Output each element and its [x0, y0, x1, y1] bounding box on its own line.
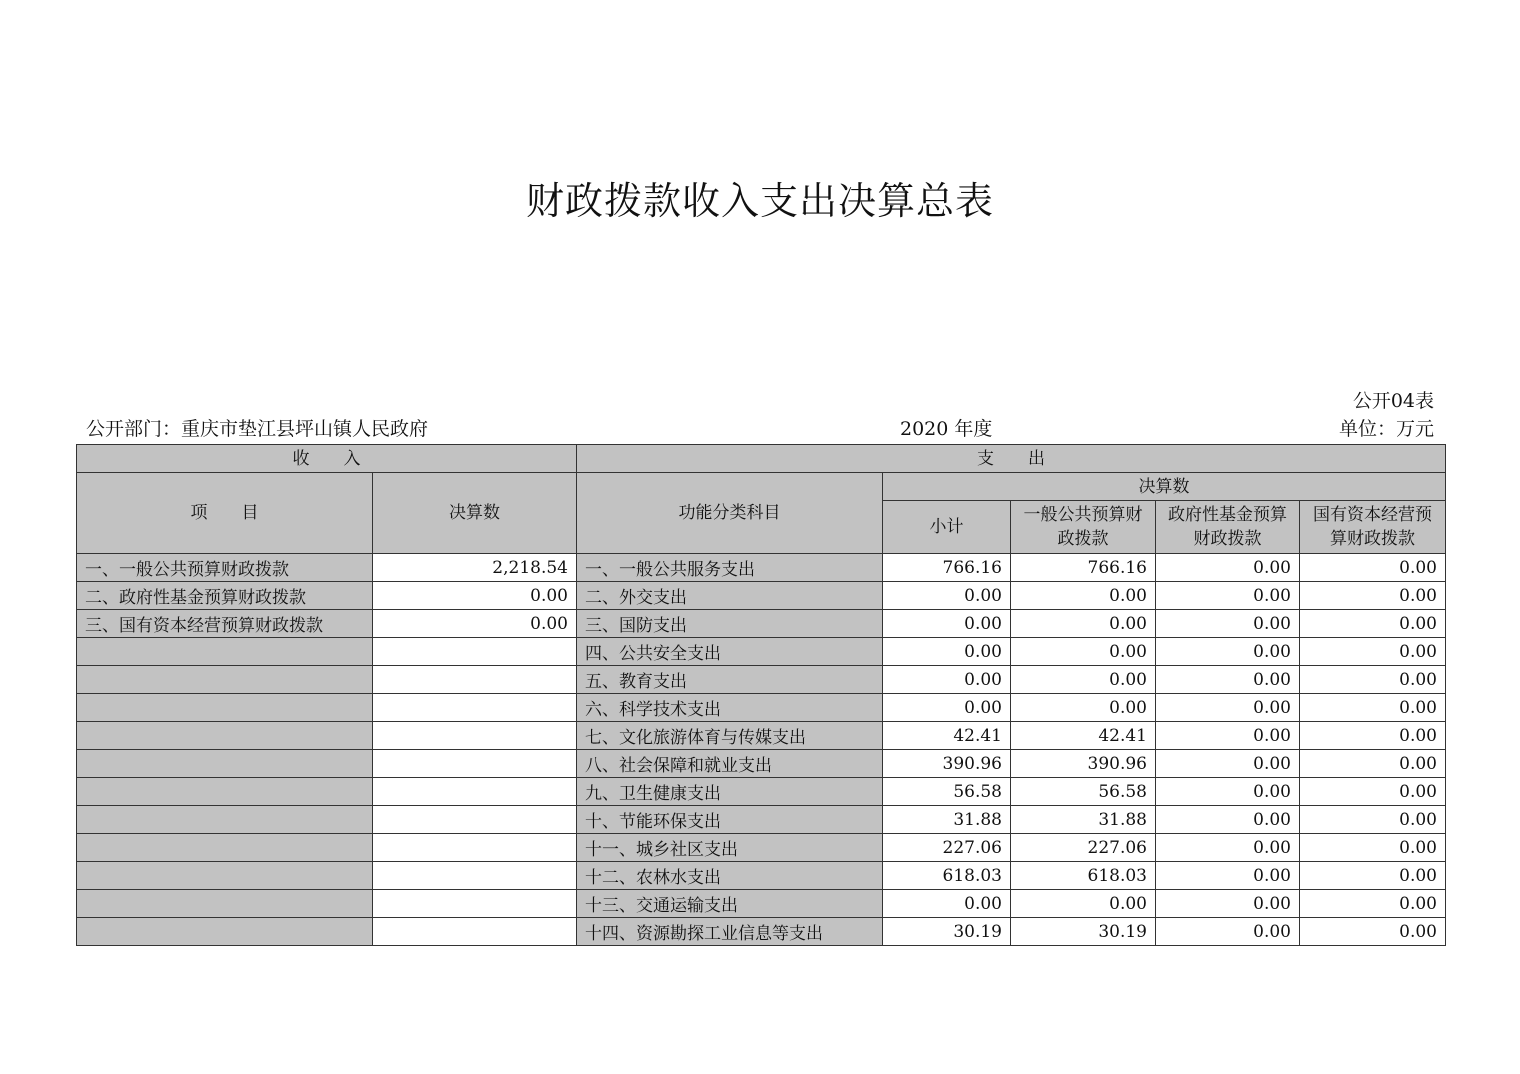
- income-item-cell: [77, 778, 373, 806]
- finance-table: [76, 444, 1446, 946]
- subtotal-cell: 0.00: [883, 582, 1011, 610]
- function-subject-cell: 十四、资源勘探工业信息等支出: [577, 918, 883, 946]
- general-budget-cell: 0.00: [1011, 890, 1156, 918]
- subtotal-cell: 0.00: [883, 694, 1011, 722]
- income-item-cell: [77, 750, 373, 778]
- table-number: 公开04表: [1352, 390, 1434, 412]
- table-row: [77, 862, 1446, 890]
- table-row: [77, 610, 1446, 638]
- table-row: [77, 582, 1446, 610]
- table-row: [77, 890, 1446, 918]
- table-row: [77, 666, 1446, 694]
- function-subject-cell: 十、节能环保支出: [577, 806, 883, 834]
- income-amount-cell: [373, 694, 577, 722]
- subtotal-cell: 0.00: [883, 890, 1011, 918]
- general-budget-cell: 618.03: [1011, 862, 1156, 890]
- gov-fund-cell: 0.00: [1156, 638, 1300, 666]
- state-capital-cell: 0.00: [1300, 918, 1446, 946]
- state-capital-cell: 0.00: [1300, 582, 1446, 610]
- income-item-cell: [77, 890, 373, 918]
- function-subject-cell: 二、外交支出: [577, 582, 883, 610]
- income-amount-cell: [373, 806, 577, 834]
- function-subject-cell: 十二、农林水支出: [577, 862, 883, 890]
- income-amount-cell: 0.00: [373, 582, 577, 610]
- function-subject-cell: 五、教育支出: [577, 666, 883, 694]
- state-capital-cell: 0.00: [1300, 694, 1446, 722]
- general-budget-cell: 42.41: [1011, 722, 1156, 750]
- income-amount-cell: [373, 890, 577, 918]
- income-item-cell: [77, 722, 373, 750]
- subtotal-cell: 618.03: [883, 862, 1011, 890]
- gov-fund-cell: 0.00: [1156, 554, 1300, 582]
- subtotal-cell: 390.96: [883, 750, 1011, 778]
- state-capital-cell: 0.00: [1300, 750, 1446, 778]
- gov-fund-cell: 0.00: [1156, 722, 1300, 750]
- income-amount-cell: [373, 778, 577, 806]
- general-budget-cell: 0.00: [1011, 582, 1156, 610]
- gov-fund-cell: 0.00: [1156, 694, 1300, 722]
- final-amount-header: 决算数: [883, 473, 1446, 501]
- function-subject-cell: 六、科学技术支出: [577, 694, 883, 722]
- table-row: [77, 750, 1446, 778]
- page-title: 财政拨款收入支出决算总表: [525, 179, 994, 223]
- function-subject-cell: 十一、城乡社区支出: [577, 834, 883, 862]
- gov-fund-cell: 0.00: [1156, 890, 1300, 918]
- income-amount-cell: [373, 918, 577, 946]
- income-amount-cell: [373, 666, 577, 694]
- income-item-cell: 一、一般公共预算财政拨款: [77, 554, 373, 582]
- general-budget-cell: 0.00: [1011, 638, 1156, 666]
- amount-header: 决算数: [373, 473, 577, 554]
- function-subject-cell: 九、卫生健康支出: [577, 778, 883, 806]
- department-label: 公开部门：重庆市垫江县坪山镇人民政府: [86, 418, 429, 440]
- state-capital-cell: 0.00: [1300, 722, 1446, 750]
- income-item-cell: [77, 694, 373, 722]
- general-budget-cell: 0.00: [1011, 610, 1156, 638]
- income-item-cell: [77, 806, 373, 834]
- income-amount-cell: [373, 862, 577, 890]
- function-subject-cell: 三、国防支出: [577, 610, 883, 638]
- subtotal-cell: 31.88: [883, 806, 1011, 834]
- gov-fund-header: 政府性基金预算财政拨款: [1156, 501, 1300, 554]
- state-capital-cell: 0.00: [1300, 834, 1446, 862]
- general-budget-cell: 56.58: [1011, 778, 1156, 806]
- gov-fund-cell: 0.00: [1156, 806, 1300, 834]
- function-subject-cell: 一、一般公共服务支出: [577, 554, 883, 582]
- table-row: [77, 554, 1446, 582]
- gov-fund-cell: 0.00: [1156, 778, 1300, 806]
- state-capital-cell: 0.00: [1300, 806, 1446, 834]
- general-budget-cell: 766.16: [1011, 554, 1156, 582]
- income-item-cell: [77, 834, 373, 862]
- table-row: [77, 722, 1446, 750]
- state-capital-cell: 0.00: [1300, 666, 1446, 694]
- income-item-cell: 三、国有资本经营预算财政拨款: [77, 610, 373, 638]
- income-item-cell: [77, 918, 373, 946]
- income-amount-cell: 2,218.54: [373, 554, 577, 582]
- subtotal-cell: 0.00: [883, 638, 1011, 666]
- table-row: [77, 638, 1446, 666]
- state-capital-cell: 0.00: [1300, 890, 1446, 918]
- state-capital-cell: 0.00: [1300, 554, 1446, 582]
- subtotal-cell: 0.00: [883, 610, 1011, 638]
- table-row: [77, 834, 1446, 862]
- gov-fund-cell: 0.00: [1156, 610, 1300, 638]
- income-item-cell: [77, 638, 373, 666]
- subtotal-header: 小计: [883, 501, 1011, 554]
- general-budget-cell: 227.06: [1011, 834, 1156, 862]
- subtotal-cell: 766.16: [883, 554, 1011, 582]
- general-budget-header: 一般公共预算财政拨款: [1011, 501, 1156, 554]
- state-capital-cell: 0.00: [1300, 862, 1446, 890]
- subtotal-cell: 56.58: [883, 778, 1011, 806]
- function-subject-header: 功能分类科目: [577, 473, 883, 554]
- fiscal-year: 2020 年度: [900, 418, 993, 440]
- state-capital-header: 国有资本经营预算财政拨款: [1300, 501, 1446, 554]
- function-subject-cell: 四、公共安全支出: [577, 638, 883, 666]
- income-amount-cell: [373, 834, 577, 862]
- subtotal-cell: 227.06: [883, 834, 1011, 862]
- table-row: [77, 806, 1446, 834]
- income-item-cell: 二、政府性基金预算财政拨款: [77, 582, 373, 610]
- table-row: [77, 694, 1446, 722]
- gov-fund-cell: 0.00: [1156, 918, 1300, 946]
- income-amount-cell: [373, 750, 577, 778]
- table-row: [77, 778, 1446, 806]
- income-amount-cell: 0.00: [373, 610, 577, 638]
- state-capital-cell: 0.00: [1300, 778, 1446, 806]
- income-header: 收 入: [77, 445, 577, 473]
- subtotal-cell: 30.19: [883, 918, 1011, 946]
- function-subject-cell: 八、社会保障和就业支出: [577, 750, 883, 778]
- expense-header: 支 出: [577, 445, 1446, 473]
- general-budget-cell: 30.19: [1011, 918, 1156, 946]
- income-amount-cell: [373, 638, 577, 666]
- gov-fund-cell: 0.00: [1156, 862, 1300, 890]
- function-subject-cell: 十三、交通运输支出: [577, 890, 883, 918]
- subtotal-cell: 42.41: [883, 722, 1011, 750]
- subtotal-cell: 0.00: [883, 666, 1011, 694]
- unit-label: 单位：万元: [1338, 418, 1434, 440]
- general-budget-cell: 31.88: [1011, 806, 1156, 834]
- function-subject-cell: 七、文化旅游体育与传媒支出: [577, 722, 883, 750]
- general-budget-cell: 0.00: [1011, 666, 1156, 694]
- table-row: [77, 918, 1446, 946]
- state-capital-cell: 0.00: [1300, 638, 1446, 666]
- gov-fund-cell: 0.00: [1156, 666, 1300, 694]
- gov-fund-cell: 0.00: [1156, 750, 1300, 778]
- gov-fund-cell: 0.00: [1156, 582, 1300, 610]
- general-budget-cell: 0.00: [1011, 694, 1156, 722]
- income-item-cell: [77, 862, 373, 890]
- general-budget-cell: 390.96: [1011, 750, 1156, 778]
- state-capital-cell: 0.00: [1300, 610, 1446, 638]
- item-header: 项 目: [77, 473, 373, 554]
- income-amount-cell: [373, 722, 577, 750]
- gov-fund-cell: 0.00: [1156, 834, 1300, 862]
- income-item-cell: [77, 666, 373, 694]
